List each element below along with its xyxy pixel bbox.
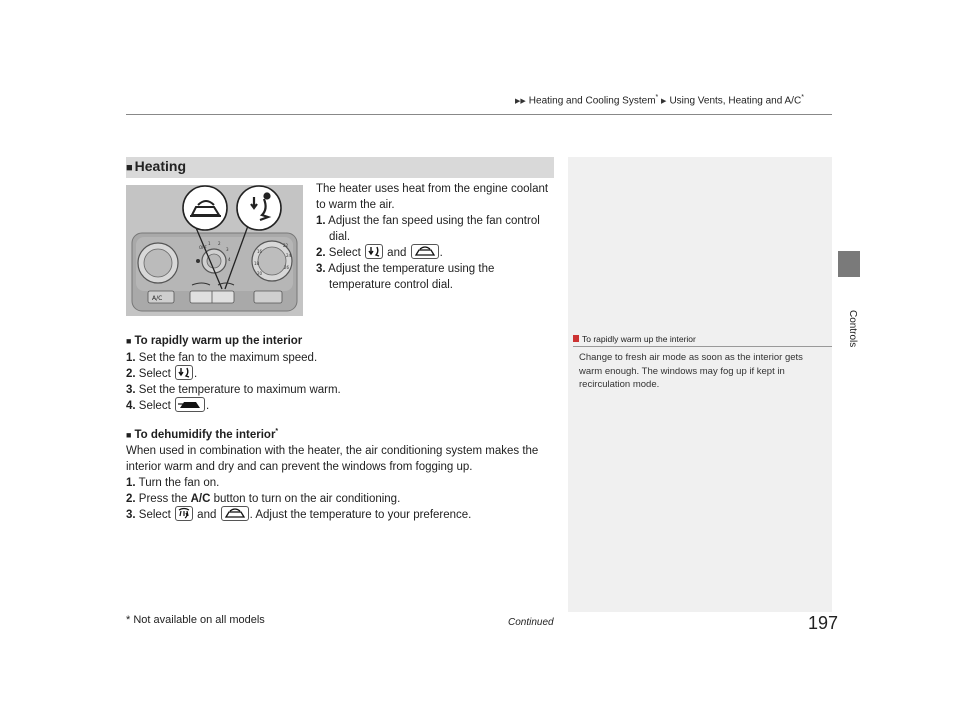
breadcrumb-item-heating-cooling[interactable]: Heating and Cooling System: [528, 95, 656, 107]
header-divider: [126, 114, 832, 115]
floor-vent-mode-icon: [175, 365, 193, 380]
warm-up-step-2: [126, 366, 197, 382]
note-body: [579, 351, 827, 392]
section-tab-label: Controls: [847, 310, 858, 348]
heating-intro-line-2: to warm the air.: [316, 199, 395, 211]
fresh-air-mode-icon: [175, 397, 205, 412]
note-heading: [573, 334, 696, 344]
footnote-mark: *: [655, 94, 659, 101]
temp-mark: 18: [254, 261, 260, 266]
section-tab-marker: [838, 251, 860, 277]
breadcrumb: [515, 94, 804, 106]
step-text: Set the temperature to maximum warm.: [138, 384, 341, 396]
dehumidify-step-1: [126, 475, 219, 491]
floor-defrost-mode-icon: [175, 506, 193, 521]
step-text: .: [205, 400, 210, 412]
temp-mark: 20: [257, 271, 263, 276]
step-text: and: [387, 247, 407, 259]
section-heading-text: Heating: [134, 158, 186, 174]
climate-panel-illustration: [126, 185, 303, 316]
heating-step-1: [316, 213, 540, 229]
temp-mark: 24: [286, 253, 292, 258]
step-text: Adjust the temperature using the: [328, 263, 495, 275]
warm-up-step-1: [126, 350, 317, 366]
fan-mark: 1: [208, 241, 211, 246]
dehumidify-title: To dehumidify the interior: [134, 428, 276, 441]
note-line: recirculation mode.: [579, 379, 660, 390]
ac-button-label: A/C: [152, 295, 163, 302]
breadcrumb-item-vents[interactable]: Using Vents, Heating and A/C: [669, 95, 802, 107]
step-text: Select: [328, 247, 361, 259]
ac-button-ref: A/C: [190, 493, 211, 505]
step-number: 4.: [126, 400, 136, 412]
step-text: Set the fan to the maximum speed.: [138, 352, 318, 364]
step-number: 2.: [126, 493, 136, 505]
step-text: Press the: [138, 493, 188, 505]
arrow-icon: ▶: [661, 98, 667, 106]
step-number: 1.: [316, 215, 326, 227]
note-title: To rapidly warm up the interior: [582, 334, 696, 344]
square-bullet-icon: ■: [126, 162, 133, 174]
dehumidify-para-line-1: When used in combination with the heater, the air conditioning system makes the: [126, 445, 539, 457]
dehumidify-para-line-2: interior warm and dry and can prevent the windows from fogging up.: [126, 461, 473, 473]
step-text: Select: [138, 400, 171, 412]
warm-up-step-4: [126, 398, 209, 414]
dehumidify-step-3: [126, 507, 471, 523]
step-number: 3.: [316, 263, 326, 275]
heating-step-3-cont: temperature control dial.: [329, 279, 454, 291]
temp-mark: 16: [257, 249, 263, 254]
footnote: * Not available on all models: [126, 614, 265, 626]
fan-mark: 2: [218, 241, 221, 246]
step-text: button to turn on the air conditioning.: [213, 493, 401, 505]
double-arrow-icon: ▶▶: [515, 98, 526, 106]
fan-mark: 4: [228, 257, 231, 262]
heating-step-2: [316, 245, 443, 261]
footnote-mark: *: [275, 428, 279, 435]
temp-mark: 22: [283, 243, 289, 248]
floor-vent-mode-icon: [365, 244, 383, 259]
note-line: warm enough. The windows may fog up if kept in: [579, 365, 785, 377]
step-text: Turn the fan on.: [138, 477, 220, 489]
step-number: 1.: [126, 477, 136, 489]
step-number: 3.: [126, 509, 136, 521]
heating-intro-line-1: The heater uses heat from the engine coolant: [316, 183, 549, 195]
note-divider: [573, 346, 832, 347]
step-number: 2.: [126, 368, 136, 380]
step-text: .: [439, 247, 443, 259]
square-bullet-icon: ■: [126, 429, 132, 440]
dehumidify-heading: [126, 428, 278, 441]
fan-mark: OFF: [199, 245, 207, 250]
warm-up-step-3: [126, 382, 341, 398]
step-number: 1.: [126, 352, 136, 364]
dehumidify-step-2: [126, 491, 400, 507]
note-line: Change to fresh air mode as soon as the interior gets: [579, 352, 803, 363]
recirculation-mode-icon: [411, 244, 439, 259]
page-number: 197: [808, 613, 839, 633]
step-number: 2.: [316, 247, 326, 259]
step-text: .: [193, 368, 198, 380]
square-bullet-icon: ■: [126, 336, 132, 346]
temp-mark: 26: [284, 265, 290, 270]
section-heading-bar: [126, 157, 554, 178]
step-text: Adjust the fan speed using the fan control: [328, 215, 540, 227]
fan-mark: 3: [226, 247, 229, 252]
step-text: . Adjust the temperature to your preference.: [249, 509, 472, 521]
step-text: Select: [138, 509, 171, 521]
footnote-mark: *: [801, 94, 804, 101]
continued-label: Continued: [508, 617, 554, 628]
step-number: 3.: [126, 384, 136, 396]
warm-up-heading: [126, 335, 302, 347]
note-marker-icon: [573, 335, 579, 342]
heating-step-1-cont: dial.: [329, 231, 351, 243]
step-text: and: [197, 509, 217, 521]
heating-step-3: [316, 261, 494, 277]
section-heading: [126, 158, 186, 174]
climate-control-figure: [126, 185, 303, 316]
step-text: Select: [138, 368, 171, 380]
recirculation-mode-icon: [221, 506, 249, 521]
warm-up-title: To rapidly warm up the interior: [134, 335, 303, 347]
